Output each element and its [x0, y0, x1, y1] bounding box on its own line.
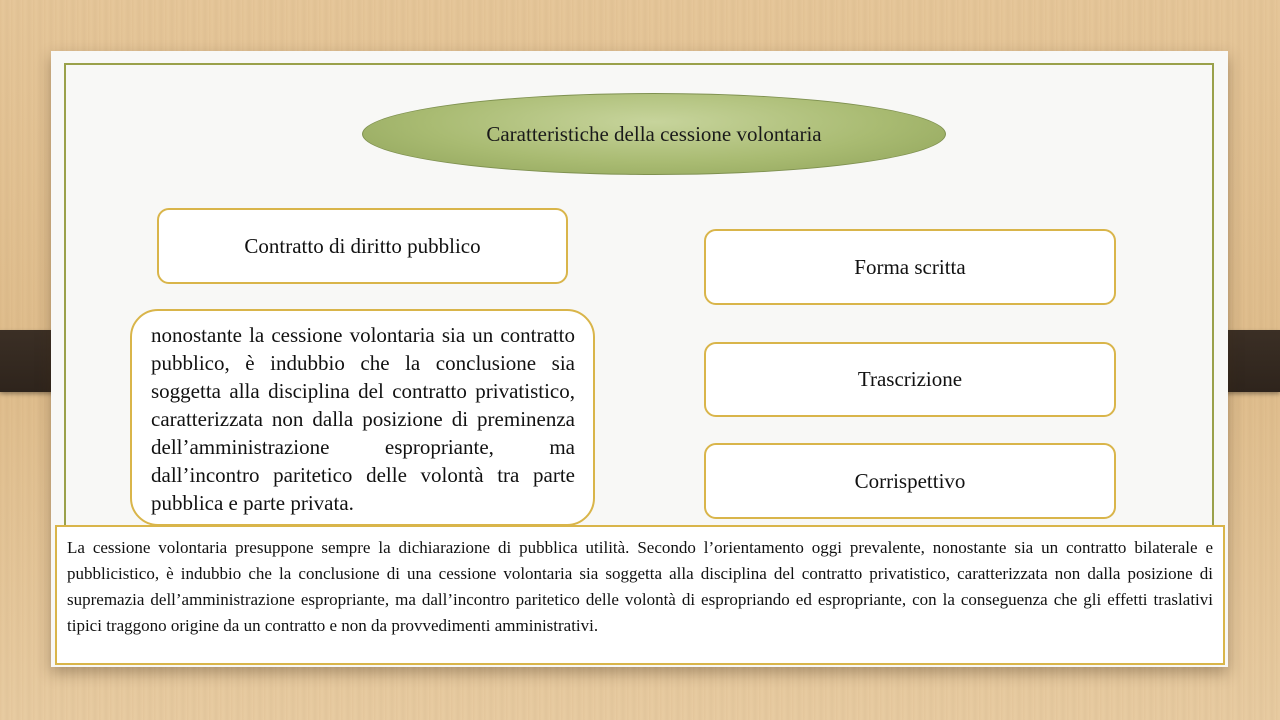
left-box-contratto — [157, 208, 568, 284]
footer-text-box — [55, 525, 1225, 665]
footer-text: La cessione volontaria presuppone sempre la dichiarazione di pubblica utilità. Secondo l’orientamento oggi prevalente, nonostante sia un contratto bilaterale e pubblicistico, è indubbio che la conclusione di una cessione volontaria sia soggetta alla disciplina del contratto privatistico, caratterizzata non dalla posizione di supremazia dell’amministrazione espropriante, ma dall’incontro paritetico delle volontà di espropriando ed espropriante, con la conseguenza che gli effetti traslativi tipici traggono origine da un contratto e non da provvedimenti amministrativi. — [67, 538, 1213, 635]
right-box-trascrizione — [704, 342, 1116, 417]
right-box-label: Forma scritta — [854, 254, 966, 279]
right-box-label: Trascrizione — [857, 367, 963, 391]
diagram-title-ellipse — [362, 93, 946, 175]
diagram-title: Caratteristiche della cessione volontaria — [486, 121, 822, 146]
left-box-label: Contratto di diritto pubblico — [244, 233, 481, 258]
right-box-forma-scritta — [704, 229, 1116, 305]
right-box-corrispettivo — [704, 443, 1116, 519]
left-note-text: nonostante la cessione volontaria sia un contratto pubblico, è indubbio che la conclusione sia soggetta alla disciplina del contratto privatistico, caratterizzata non dalla posizione di preminenza dell’amministrazione espropriante, ma dall’incontro paritetico delle volontà tra parte pubblica e parte privata. — [151, 323, 575, 515]
left-note-box — [130, 309, 595, 526]
right-box-label: Corrispettivo — [854, 468, 966, 493]
